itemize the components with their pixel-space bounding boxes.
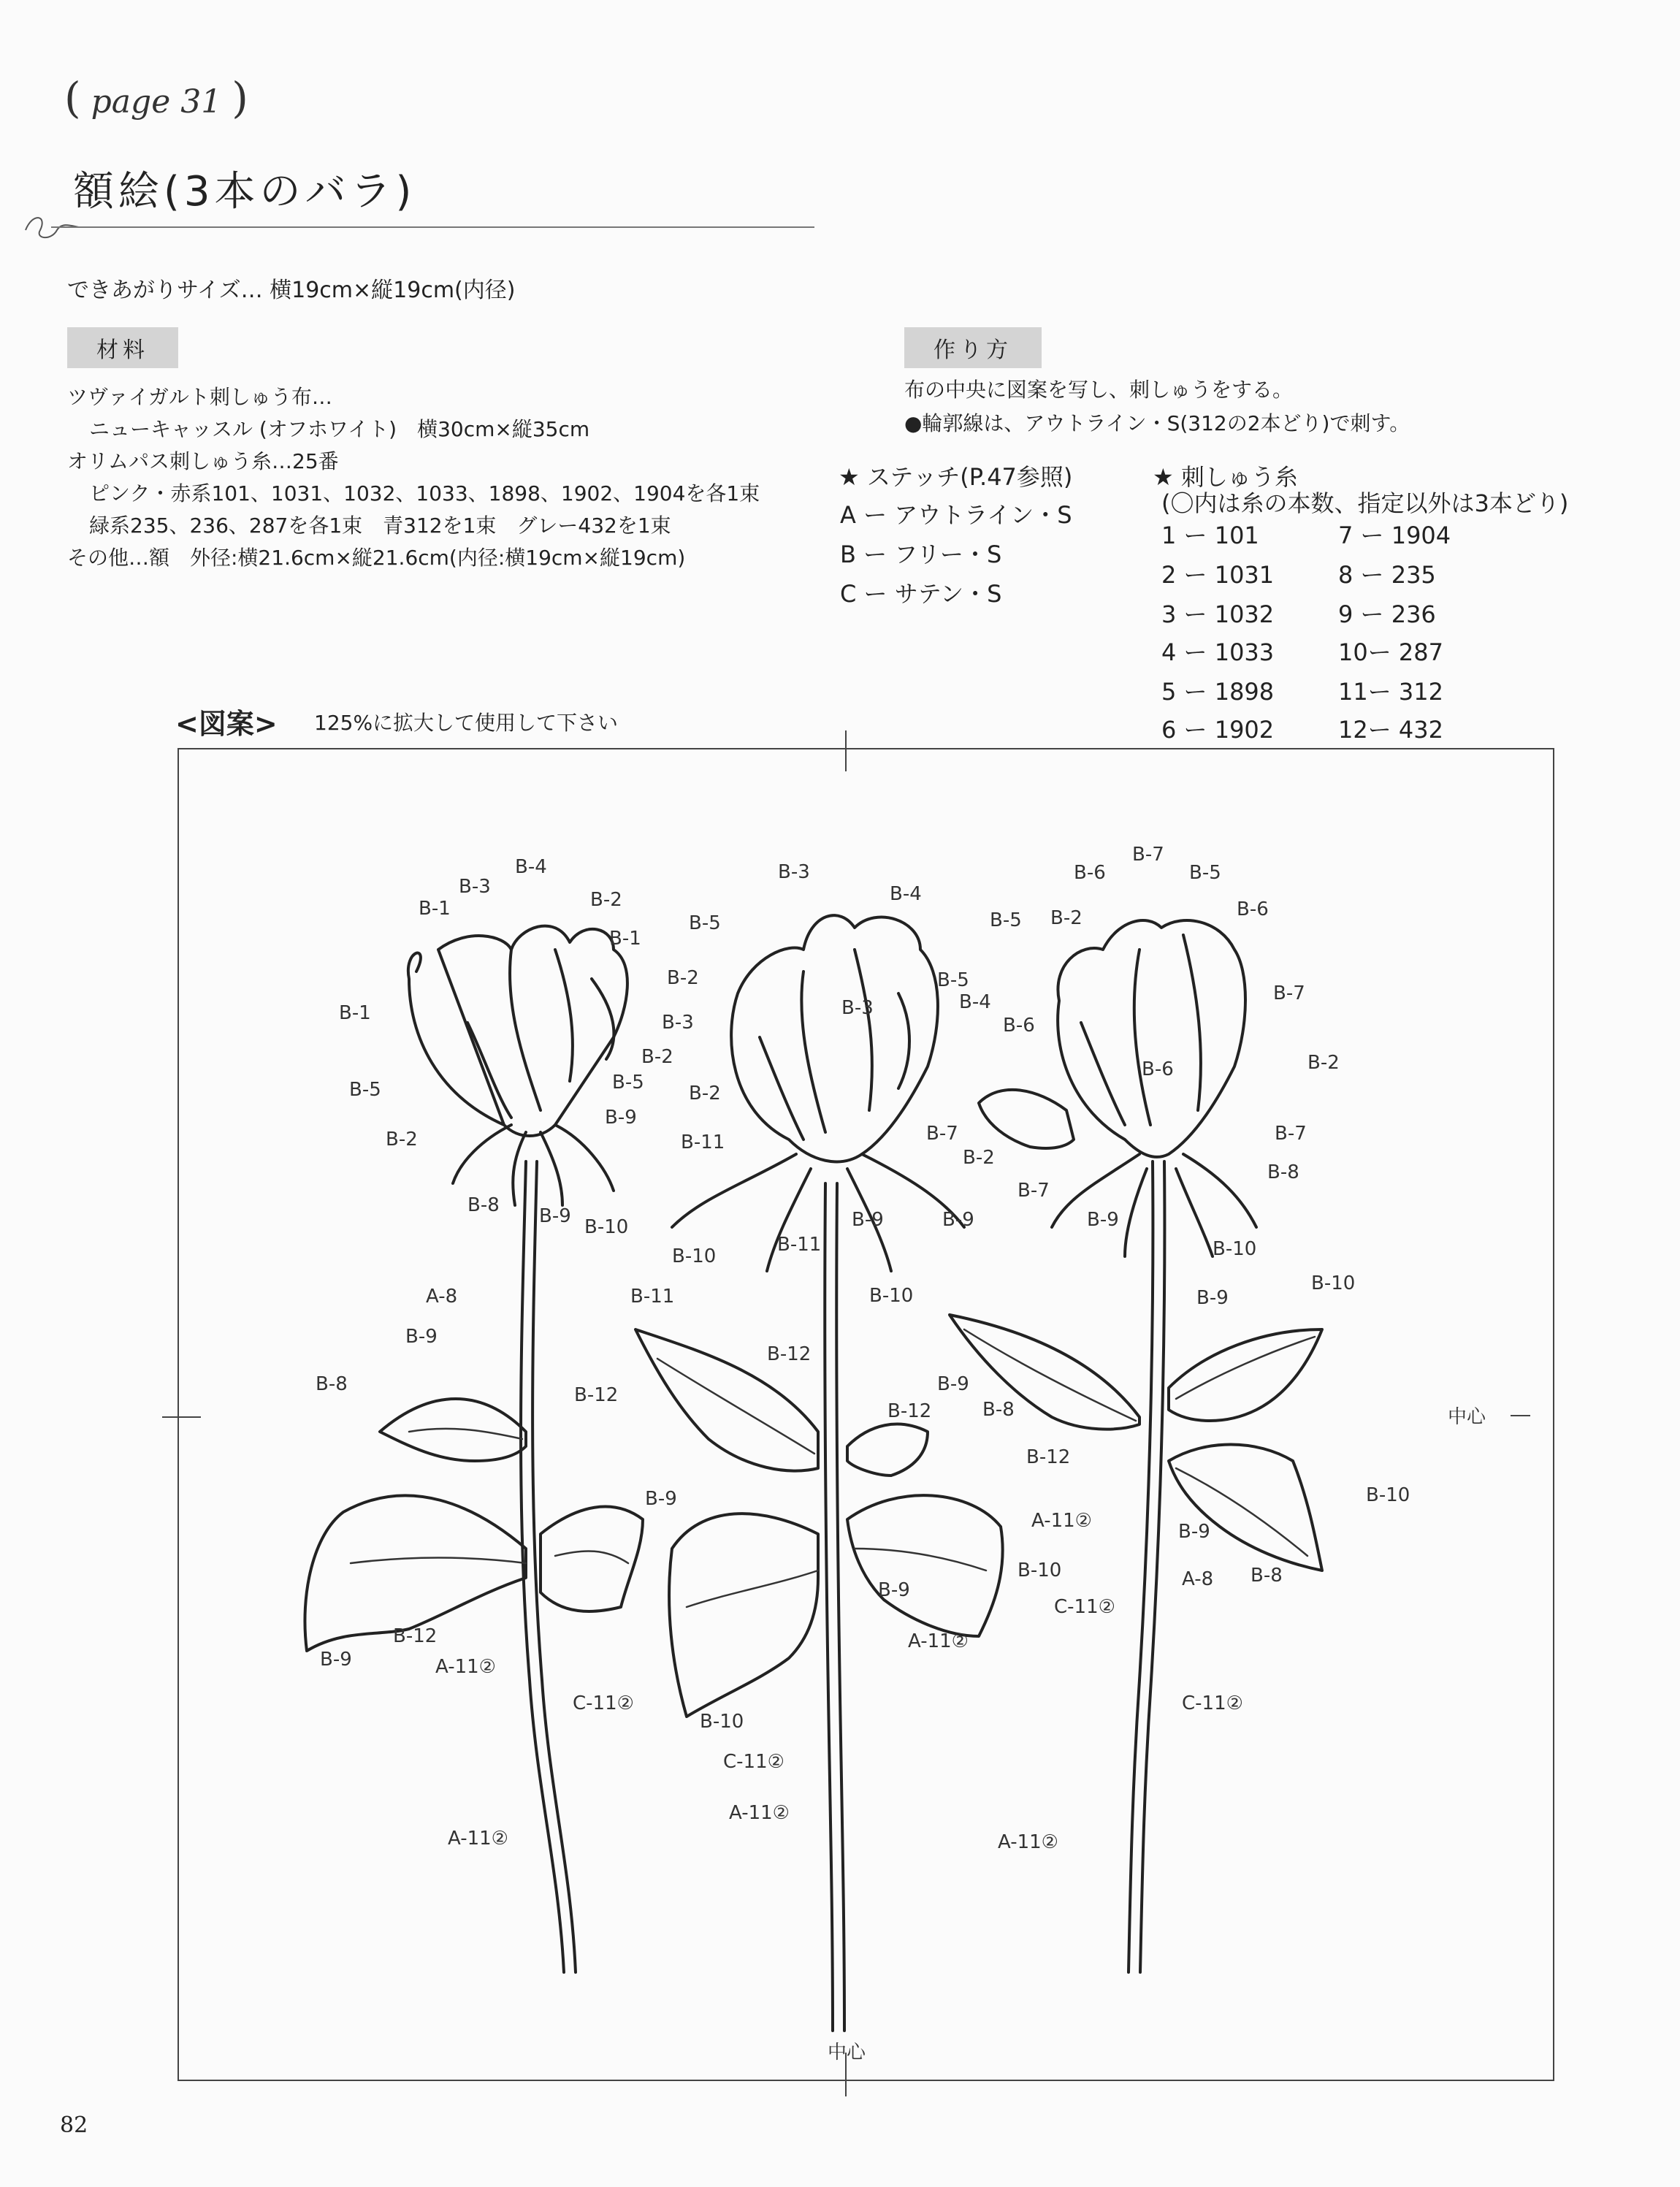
label: B-5 xyxy=(937,969,969,991)
label: B-8 xyxy=(316,1373,348,1395)
diagram-title: <図案> xyxy=(175,708,278,740)
label: A-8 xyxy=(1182,1568,1214,1590)
label: A-11② xyxy=(435,1656,496,1678)
label: C-11② xyxy=(723,1751,784,1773)
label: B-5 xyxy=(990,909,1022,931)
material-line: 緑系235、236、287を各1束 青312を1束 グレー432を1束 xyxy=(89,514,671,538)
method-heading: 作り方 xyxy=(904,327,1042,368)
label: B-2 xyxy=(667,967,699,989)
thread-item: 2 ー 1031 xyxy=(1161,561,1275,589)
material-line: ツヴァイガルト刺しゅう布… xyxy=(67,385,332,409)
label: B-9 xyxy=(878,1579,910,1601)
thread-item: 4 ー 1033 xyxy=(1161,638,1275,666)
label: A-8 xyxy=(426,1286,458,1308)
label: B-6 xyxy=(1237,898,1269,920)
stitch-item: C ー サテン・S xyxy=(840,580,1002,608)
label: B-6 xyxy=(1142,1058,1174,1080)
label: B-9 xyxy=(1178,1521,1210,1543)
label: B-9 xyxy=(405,1326,438,1348)
label: B-10 xyxy=(1366,1484,1410,1506)
label: A-11② xyxy=(998,1831,1058,1853)
label: B-9 xyxy=(942,1209,974,1231)
thread-item: 10ー 287 xyxy=(1338,638,1443,666)
thread-item: 5 ー 1898 xyxy=(1161,678,1275,706)
stitch-heading: ★ ステッチ(P.47参照) xyxy=(839,463,1073,491)
rose-right xyxy=(950,920,1322,1972)
thread-item: 9 ー 236 xyxy=(1338,600,1436,628)
label: B-4 xyxy=(959,991,991,1013)
thread-item: 11ー 312 xyxy=(1338,678,1443,706)
label: B-10 xyxy=(584,1216,629,1238)
label: B-8 xyxy=(982,1399,1015,1421)
label: B-10 xyxy=(1017,1560,1062,1581)
label: B-12 xyxy=(1026,1446,1071,1468)
label: B-1 xyxy=(339,1002,371,1024)
label: B-2 xyxy=(689,1083,721,1104)
label: B-7 xyxy=(926,1123,958,1145)
label: A-11② xyxy=(1031,1510,1092,1532)
page-label-word: page 31 xyxy=(91,83,222,121)
material-line: ニューキャッスル (オフホワイト) 横30cm×縦35cm xyxy=(89,417,590,441)
label: B-5 xyxy=(349,1079,381,1101)
label: B-11 xyxy=(630,1286,675,1308)
label: B-12 xyxy=(887,1400,932,1422)
label: B-5 xyxy=(689,912,721,934)
label: B-10 xyxy=(700,1711,744,1733)
label: B-9 xyxy=(937,1373,969,1395)
label: B-11 xyxy=(777,1234,822,1256)
label: B-2 xyxy=(386,1129,418,1150)
label: C-11② xyxy=(1054,1596,1115,1618)
label: B-2 xyxy=(1307,1052,1340,1074)
label: B-3 xyxy=(459,876,491,898)
label: B-7 xyxy=(1273,982,1305,1004)
label: B-6 xyxy=(1074,862,1106,884)
thread-note: (〇内は糸の本数、指定以外は3本どり) xyxy=(1161,489,1569,517)
material-line: その他…額 外径:横21.6cm×縦21.6cm(内径:横19cm×縦19cm) xyxy=(67,546,686,570)
label: B-6 xyxy=(1003,1015,1035,1037)
method-line: 布の中央に図案を写し、刺しゅうをする。 xyxy=(904,378,1294,402)
label: B-12 xyxy=(393,1625,438,1647)
material-line: オリムパス刺しゅう糸…25番 xyxy=(67,449,339,473)
label: B-1 xyxy=(419,898,451,920)
thread-item: 7 ー 1904 xyxy=(1338,522,1451,549)
label: B-8 xyxy=(467,1194,500,1216)
label: A-11② xyxy=(908,1630,969,1652)
label: B-2 xyxy=(641,1046,673,1068)
page-title: 額絵(3本のバラ) xyxy=(73,168,416,215)
finished-size: できあがりサイズ… 横19cm×縦19cm(内径) xyxy=(67,278,516,303)
stitch-item: A ー アウトライン・S xyxy=(840,501,1072,529)
label: B-9 xyxy=(852,1209,884,1231)
label: B-10 xyxy=(869,1285,914,1307)
label: B-5 xyxy=(612,1072,644,1094)
center-label-bottom: 中心 xyxy=(828,2042,866,2064)
thread-item: 3 ー 1032 xyxy=(1161,600,1275,628)
label: B-3 xyxy=(778,861,810,883)
label: B-8 xyxy=(1251,1565,1283,1587)
label: B-3 xyxy=(662,1012,694,1034)
label: B-9 xyxy=(605,1107,637,1129)
material-line: ピンク・赤系101、1031、1032、1033、1898、1902、1904を各1束 xyxy=(89,481,760,505)
label: B-9 xyxy=(645,1488,677,1510)
label: B-2 xyxy=(590,889,622,911)
label: B-7 xyxy=(1017,1180,1050,1202)
center-label-right: 中心 xyxy=(1448,1406,1486,1428)
label: B-7 xyxy=(1132,844,1164,866)
label: C-11② xyxy=(1182,1692,1243,1714)
label: B-9 xyxy=(1087,1209,1119,1231)
label: B-7 xyxy=(1275,1123,1307,1145)
label: B-4 xyxy=(515,856,547,878)
label: B-1 xyxy=(609,928,641,950)
label: B-10 xyxy=(1213,1238,1257,1260)
label: B-4 xyxy=(890,883,922,905)
label: C-11② xyxy=(573,1692,634,1714)
label: B-10 xyxy=(1311,1272,1356,1294)
thread-item: 8 ー 235 xyxy=(1338,561,1436,589)
method-line: ●輪郭線は、アウトライン・S(312の2本どり)で刺す。 xyxy=(904,411,1410,435)
label: B-2 xyxy=(1050,907,1083,929)
label: B-10 xyxy=(672,1245,717,1267)
thread-item: 12ー 432 xyxy=(1338,716,1443,744)
label: B-2 xyxy=(963,1147,995,1169)
label: B-9 xyxy=(320,1649,352,1671)
label: B-9 xyxy=(539,1205,571,1227)
thread-item: 1 ー 101 xyxy=(1161,522,1259,549)
label: A-11② xyxy=(448,1828,508,1850)
materials-heading: 材料 xyxy=(67,327,178,368)
stitch-item: B ー フリー・S xyxy=(840,541,1002,568)
page-number: 82 xyxy=(60,2112,88,2138)
label: B-12 xyxy=(767,1343,812,1365)
thread-item: 6 ー 1902 xyxy=(1161,716,1275,744)
label: B-3 xyxy=(841,997,874,1019)
thread-heading: ★ 刺しゅう糸 xyxy=(1153,463,1298,491)
label: B-11 xyxy=(681,1131,725,1153)
label: A-11② xyxy=(729,1802,790,1824)
label: B-5 xyxy=(1189,862,1221,884)
diagram-note: 125%に拡大して使用して下さい xyxy=(314,711,619,735)
page-label: ( page 31 ) xyxy=(64,73,248,123)
label: B-12 xyxy=(574,1384,619,1406)
label: B-8 xyxy=(1267,1161,1299,1183)
label: B-9 xyxy=(1196,1287,1229,1309)
